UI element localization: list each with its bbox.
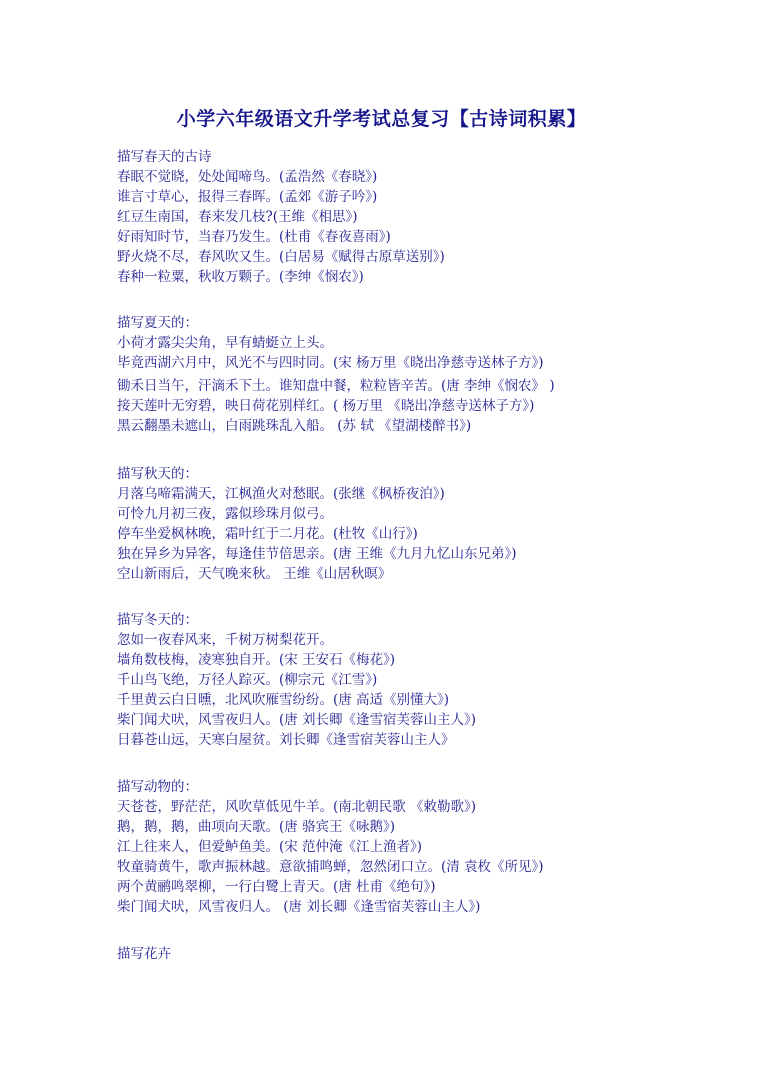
poem-line: 两个黄鹂鸣翠柳，一行白鹭上青天。(唐 杜甫《绝句》) [117, 879, 436, 895]
section-winter [117, 610, 747, 750]
poem-line: 江上往来人，但爱鲈鱼美。(宋 范仲淹《江上渔者》) [117, 839, 423, 855]
poem-line: 好雨知时节，当春乃发生。(杜甫《春夜喜雨》) [117, 229, 391, 245]
section-autumn [117, 464, 747, 584]
poem-line: 停车坐爱枫林晚，霜叶红于二月花。(杜牧《山行》) [117, 526, 418, 542]
poem-line: 忽如一夜春风来，千树万树梨花开。 [117, 632, 333, 648]
poem-line: 可怜九月初三夜，露似珍珠月似弓。 [117, 506, 333, 522]
section-heading: 描写花卉 [117, 946, 171, 962]
poem-line: 春种一粒粟，秋收万颗子。(李绅《悯农》) [117, 269, 364, 285]
poem-line: 春眠不觉晓，处处闻啼鸟。(孟浩然《春晓》) [117, 169, 378, 185]
poem-line: 接天莲叶无穷碧，映日荷花别样红。( 杨万里 《晓出净慈寺送林子方》) [117, 398, 535, 414]
poem-line: 日暮苍山远，天寒白屋贫。刘长卿《逢雪宿芙蓉山主人》 [117, 732, 455, 748]
poem-line: 柴门闻犬吠，风雪夜归人。 (唐 刘长卿《逢雪宿芙蓉山主人》) [117, 899, 481, 915]
poem-line: 野火烧不尽，春风吹又生。(白居易《赋得古原草送别》) [117, 249, 445, 265]
poem-line: 小荷才露尖尖角，早有蜻蜓立上头。 [117, 335, 333, 351]
poem-line: 黑云翻墨未遮山，白雨跳珠乱入船。 (苏 轼 《望湖楼醉书》) [117, 418, 472, 434]
poem-line: 谁言寸草心，报得三春晖。(孟郊《游子吟》) [117, 189, 378, 205]
poem-line: 牧童骑黄牛，歌声振林越。意欲捕鸣蝉，忽然闭口立。(清 袁枚《所见》) [117, 859, 544, 875]
section-summer [117, 313, 747, 436]
section-spring [117, 147, 747, 287]
poem-line: 墙角数枝梅，凌寒独自开。(宋 王安石《梅花》) [117, 652, 396, 668]
poem-line: 千里黄云白日曛，北风吹雁雪纷纷。(唐 高适《别懂大》) [117, 692, 450, 708]
page-title: 小学六年级语文升学考试总复习【古诗词积累】 [176, 108, 587, 130]
poem-line: 天苍苍，野茫茫，风吹草低见牛羊。(南北朝民歌 《敕勒歌》) [117, 799, 477, 815]
poem-line: 千山鸟飞绝，万径人踪灭。(柳宗元《江雪》) [117, 672, 378, 688]
section-heading: 描写动物的： [117, 779, 198, 795]
section-heading: 描写春天的古诗 [117, 149, 212, 165]
poem-line: 月落乌啼霜满天，江枫渔火对愁眠。(张继《枫桥夜泊》) [117, 486, 445, 502]
section-flowers [117, 944, 747, 964]
poem-line: 空山新雨后，天气晚来秋。 王维《山居秋暝》 [117, 566, 392, 582]
section-heading: 描写秋天的： [117, 466, 198, 482]
poem-line: 柴门闻犬吠，风雪夜归人。(唐 刘长卿《逢雪宿芙蓉山主人》) [117, 712, 477, 728]
section-heading: 描写冬天的： [117, 612, 198, 628]
poem-line: 锄禾日当午，汗滴禾下土。谁知盘中餐，粒粒皆辛苦。(唐 李绅《悯农》 ) [117, 378, 555, 394]
poem-line: 红豆生南国，春来发几枝?(王维《相思》) [117, 209, 358, 225]
section-heading: 描写夏天的： [117, 315, 198, 331]
poem-line: 鹅，鹅，鹅，曲项向天歌。(唐 骆宾王《咏鹅》) [117, 819, 396, 835]
poem-line: 独在异乡为异客，每逢佳节倍思亲。(唐 王维《九月九忆山东兄弟》) [117, 546, 517, 562]
poem-line: 毕竟西湖六月中，风光不与四时同。(宋 杨万里《晓出净慈寺送林子方》) [117, 355, 544, 371]
section-animals [117, 777, 747, 917]
